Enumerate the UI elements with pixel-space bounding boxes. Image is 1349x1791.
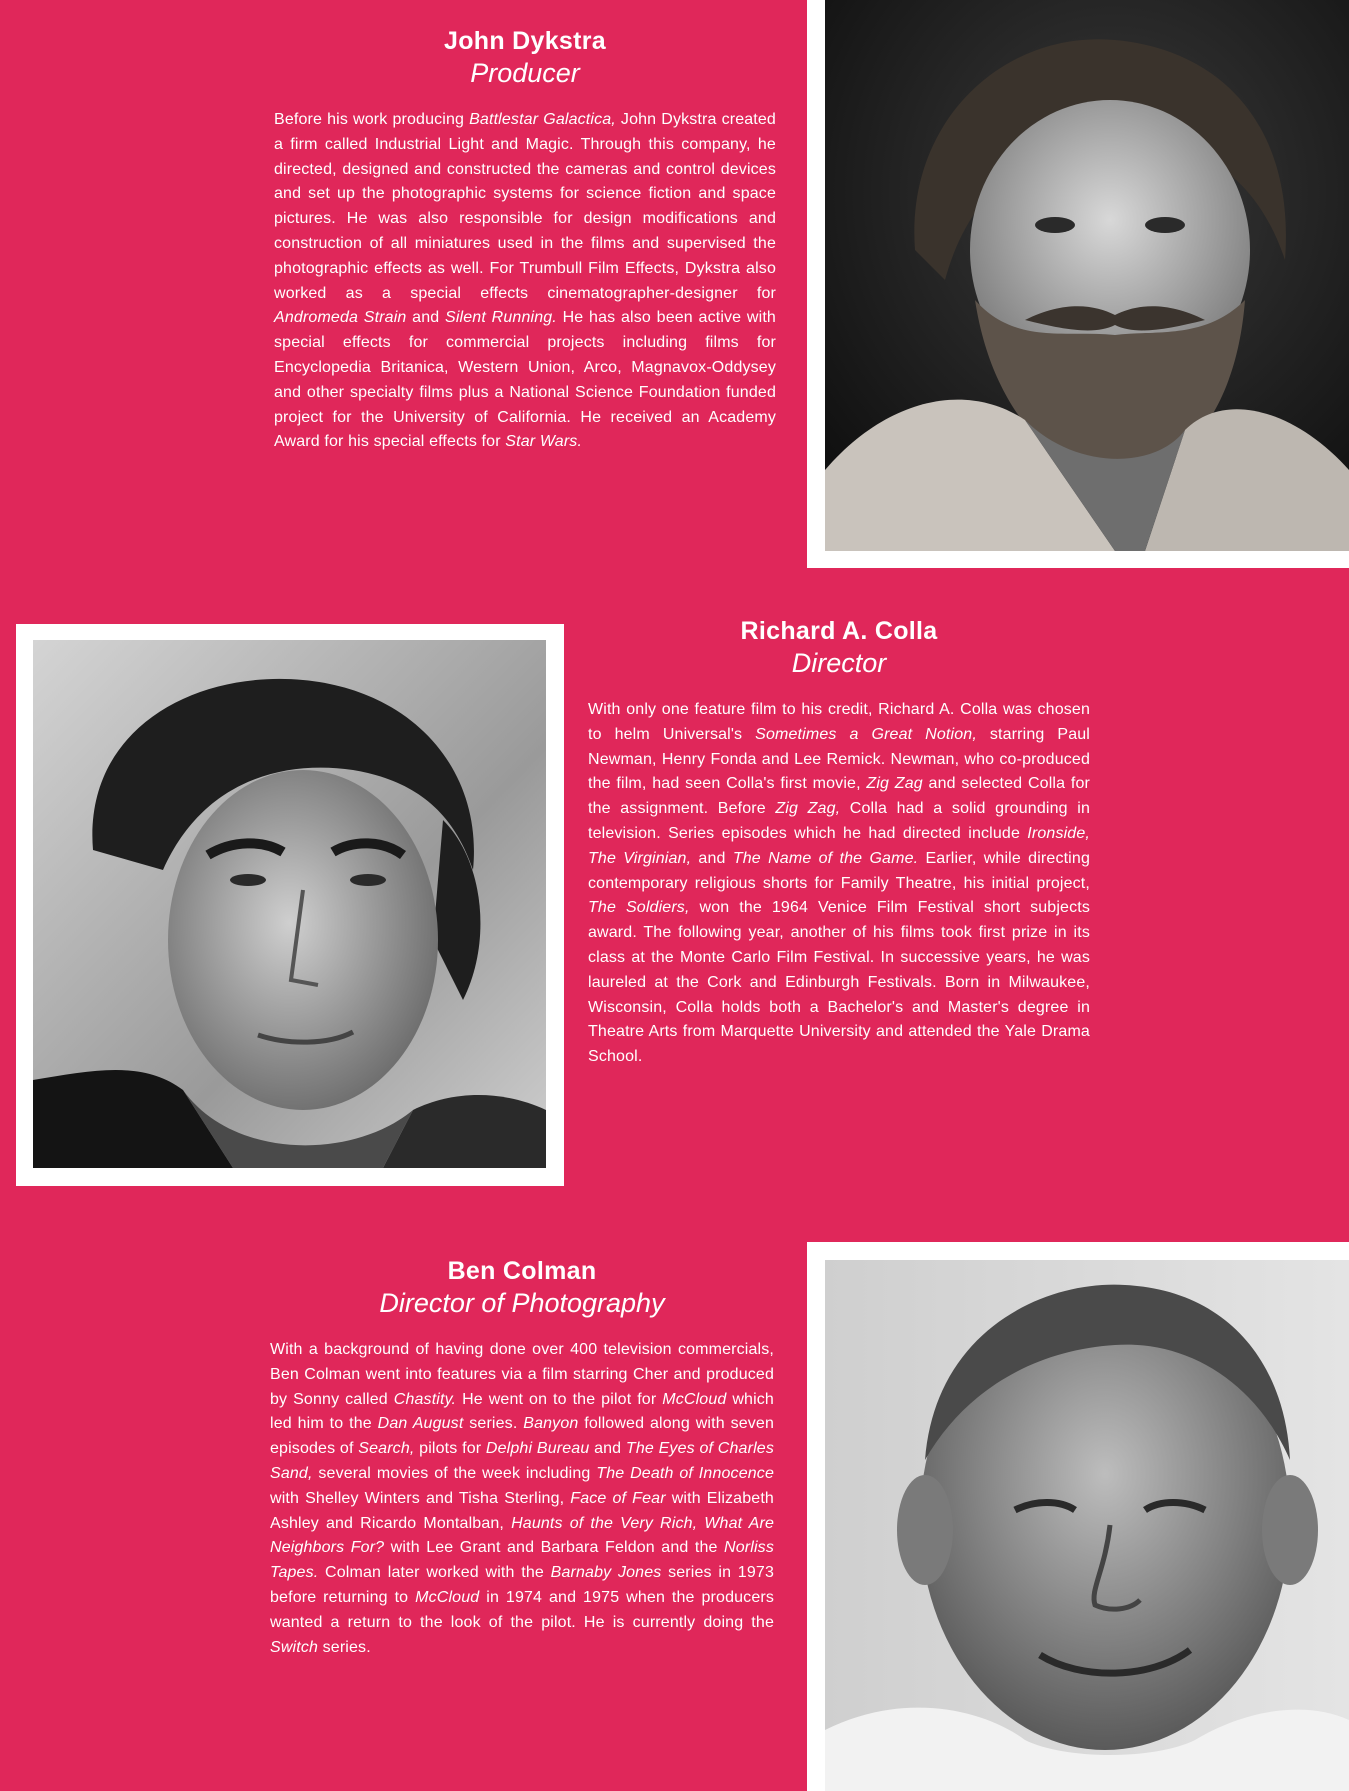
bio-title-italic: The Death of Innocence bbox=[596, 1464, 774, 1482]
person-name: Richard A. Colla bbox=[740, 617, 938, 645]
bio-title-italic: The Eyes of Charles Sand, bbox=[270, 1440, 774, 1482]
bio-text-run: and selected Colla for the assignment. Before bbox=[588, 775, 1090, 818]
bio-text-run: series in 1973 before returning to bbox=[270, 1564, 774, 1606]
bio-text bbox=[588, 698, 1090, 1070]
bio-title-italic: Haunts of the Very Rich, What Are Neighbors For? bbox=[270, 1514, 775, 1557]
bio-block-dykstra bbox=[274, 26, 776, 455]
bio-text-run: Colman later worked with the bbox=[318, 1564, 551, 1582]
bio-text-run: with Elizabeth Ashley and Ricardo Montalban, bbox=[270, 1489, 774, 1532]
bio-text-run: series. bbox=[318, 1638, 371, 1656]
portrait-bearded-man-icon bbox=[825, 0, 1349, 551]
bio-text-run: which led him to the bbox=[270, 1390, 774, 1433]
bio-title-italic: Switch bbox=[270, 1638, 319, 1656]
bio-text-run: starring Paul Newman, Henry Fonda and Lee Remick. Newman, who co-produced the film, had seen Colla's first movie, bbox=[588, 725, 1091, 793]
bio-text-run: won the 1964 Venice Film Festival short subjects award. The following year, another of his films took first prize in its class at the Monte Carlo Film Festival. In successive years, he was laureled at the Cork and Edinburgh Festivals. Born in Milwaukee, Wisconsin, Colla holds both a Bachelor's and Master's degree in Theatre Arts from Marquette University and attended the Yale Drama School. bbox=[588, 899, 1090, 1066]
portrait-smiling-older-man-icon bbox=[825, 1260, 1349, 1791]
bio-title-italic: Chastity. bbox=[393, 1390, 457, 1408]
bio-title-italic: Norliss Tapes. bbox=[270, 1539, 774, 1582]
portrait-dark-haired-man-icon bbox=[33, 640, 546, 1168]
bio-title-italic: Silent Running. bbox=[445, 309, 557, 327]
bio-text-run: With a background of having done over 400 television commercials, Ben Colman went into features via a film starring Cher and produced by Sonny called bbox=[270, 1341, 774, 1408]
person-name: Ben Colman bbox=[447, 1257, 597, 1285]
bio-title-italic: Delphi Bureau bbox=[485, 1440, 590, 1458]
bio-title-italic: Barnaby Jones bbox=[550, 1564, 662, 1582]
bio-text-run: series. bbox=[463, 1415, 524, 1433]
bio-text-run: with Lee Grant and Barbara Feldon and the bbox=[384, 1539, 725, 1557]
photo-colman bbox=[825, 1260, 1349, 1791]
bio-title-italic: The Name of the Game. bbox=[732, 849, 919, 867]
photo-colla bbox=[33, 640, 546, 1168]
photo-dykstra bbox=[825, 0, 1349, 551]
bio-text bbox=[270, 1338, 774, 1660]
bio-title-italic: Sometimes a Great Notion, bbox=[755, 725, 977, 743]
bio-text-run: followed along with seven episodes of bbox=[270, 1415, 775, 1458]
person-role: Producer bbox=[470, 58, 580, 88]
bio-text-run: several movies of the week including bbox=[312, 1464, 597, 1482]
bio-text bbox=[274, 108, 776, 455]
bio-text-run: Before his work producing bbox=[274, 111, 470, 128]
person-role: Director bbox=[791, 648, 887, 678]
bio-title-italic: Face of Fear bbox=[570, 1489, 666, 1507]
bio-text-run: Earlier, while directing contemporary religious shorts for Family Theatre, his initial project, bbox=[588, 849, 1090, 892]
bio-text-run: Colla had a solid grounding in television. Series episodes which he had directed include bbox=[588, 800, 1090, 842]
bio-text-run: and bbox=[406, 309, 446, 327]
bio-title-italic: Banyon bbox=[523, 1415, 579, 1433]
bio-text-run: and bbox=[589, 1440, 626, 1458]
bio-text-run: in 1974 and 1975 when the producers wanted a return to the look of the pilot. He is currently doing the bbox=[270, 1588, 774, 1631]
bio-title-italic: The Soldiers, bbox=[588, 899, 690, 917]
bio-title-italic: Zig Zag bbox=[866, 775, 923, 793]
bio-title-italic: McCloud bbox=[415, 1588, 480, 1606]
bio-text-run: with Shelley Winters and Tisha Sterling, bbox=[270, 1489, 571, 1507]
bio-title-italic: Dan August bbox=[377, 1415, 464, 1433]
bio-text-run: He went on to the pilot for bbox=[456, 1390, 663, 1408]
person-role: Director of Photography bbox=[379, 1288, 665, 1318]
bio-title-italic: Andromeda Strain bbox=[274, 309, 407, 327]
bio-title-italic: Zig Zag, bbox=[775, 800, 841, 818]
bio-text-run: and bbox=[691, 849, 733, 867]
bio-title-italic: Search, bbox=[358, 1440, 415, 1458]
bio-text-run: He has also been active with special effects for commercial projects including films for Encyclopedia Britanica, Western Union, Arco, Magnavox-Oddysey and other specialty films plus a National Science Foundation funded project for the University of California. He received an Academy Award for his special effects for bbox=[274, 309, 776, 451]
bio-title-italic: Ironside, The Virginian, bbox=[588, 824, 1090, 867]
bio-text-run: With only one feature film to his credit, Richard A. Colla was chosen to helm Universal's bbox=[588, 701, 1090, 743]
bio-title-italic: Battlestar Galactica, bbox=[469, 111, 616, 128]
bio-title-italic: McCloud bbox=[662, 1390, 727, 1408]
person-name: John Dykstra bbox=[444, 27, 606, 55]
bio-text-run: pilots for bbox=[414, 1440, 486, 1458]
bio-title-italic: Star Wars. bbox=[505, 433, 583, 451]
bio-text-run: John Dykstra created a firm called Industrial Light and Magic. Through this company, he directed, designed and constructed the cameras and control devices and set up the photographic systems for science fiction and space pictures. He was also responsible for design modifications and construction of all miniatures used in the films and supervised the photographic effects as well. For Trumbull Film Effects, Dykstra also worked as a special effects cinematographer-designer for bbox=[274, 111, 776, 302]
bio-block-colla bbox=[588, 616, 1090, 1070]
bio-block-colman bbox=[270, 1256, 774, 1660]
